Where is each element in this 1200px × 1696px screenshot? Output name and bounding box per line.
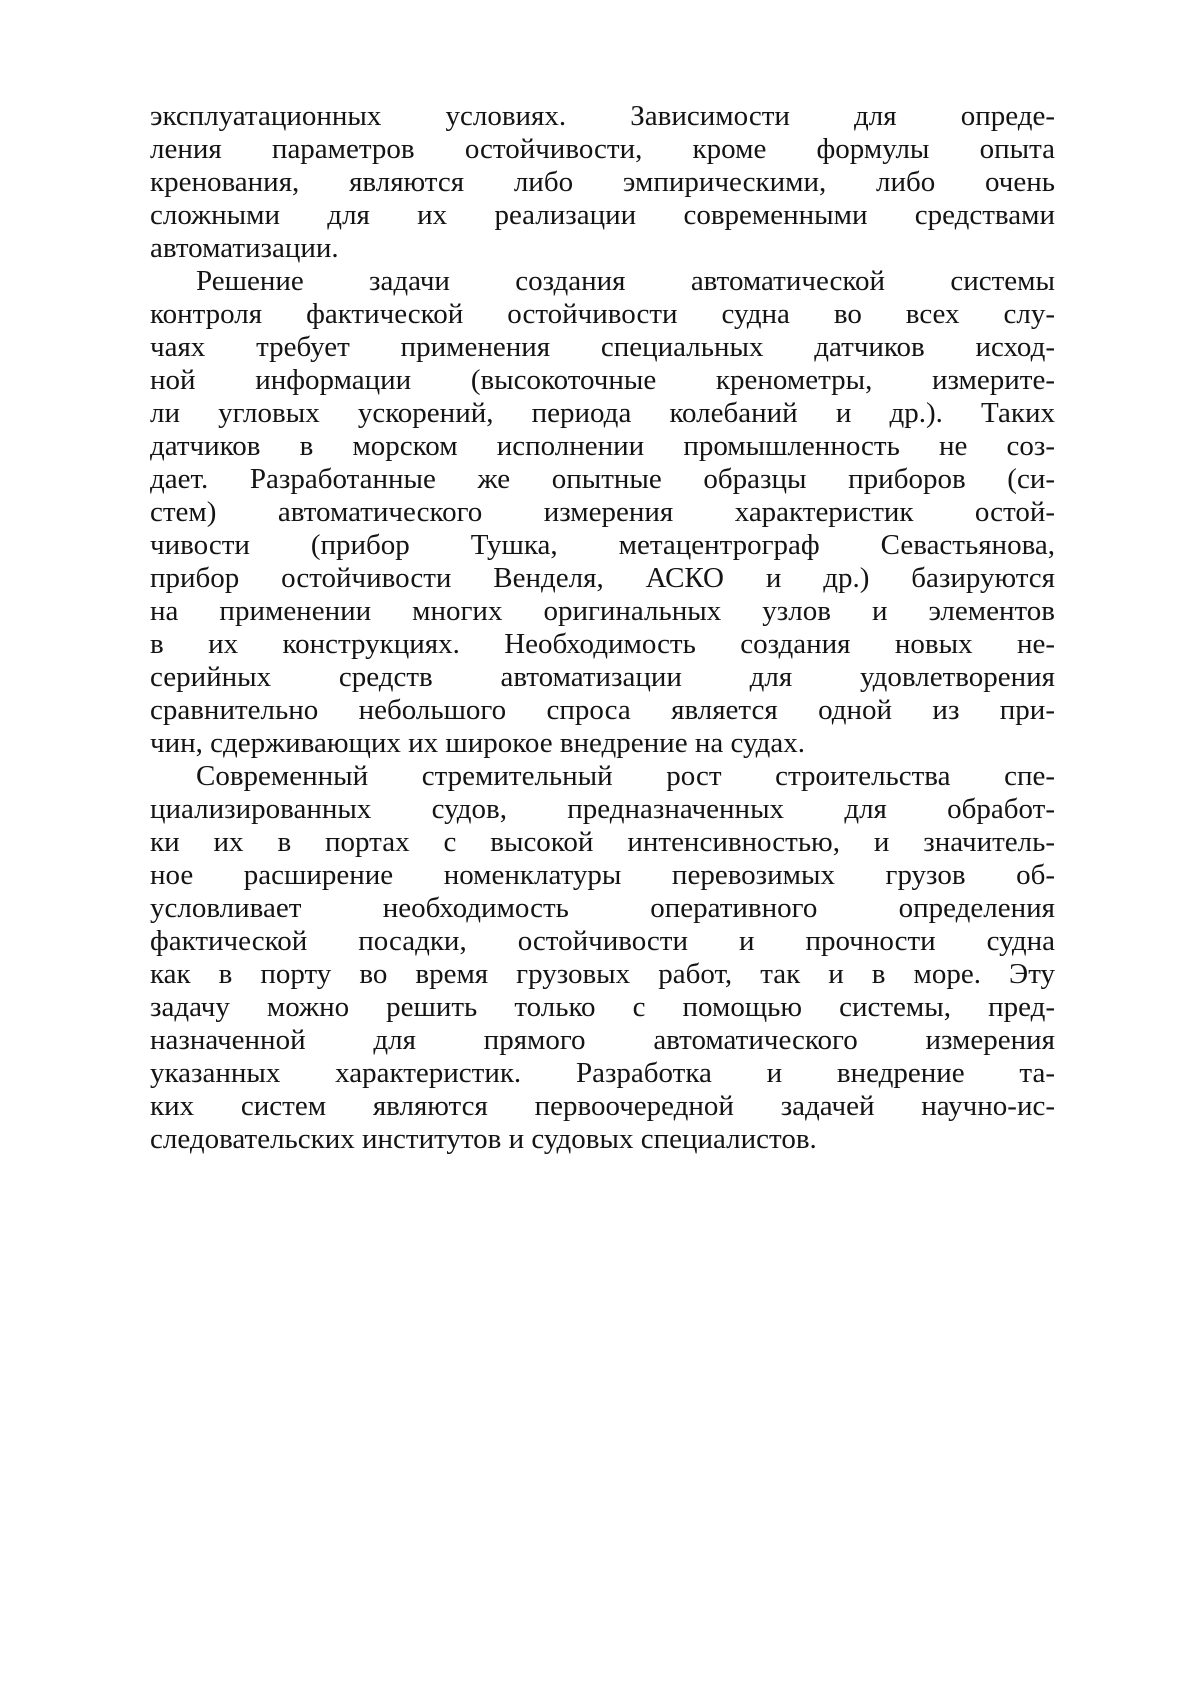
paragraph-2 [150,265,1055,760]
text-line: условливает необходимость оперативного определения [150,892,1055,924]
text-line: чивости (прибор Тушка, метацентрограф Севастьянова, [150,529,1055,561]
text-line: ки их в портах с высокой интенсивностью, и значитель- [150,826,1055,858]
paragraph-1 [150,100,1055,265]
text-line: следовательских институтов и судовых специалистов. [150,1123,817,1155]
text-line: как в порту во время грузовых работ, так и в море. Эту [150,958,1055,990]
text-line: на применении многих оригинальных узлов и элементов [150,595,1055,627]
text-line: стем) автоматического измерения характеристик остой- [150,496,1055,528]
text-line: ли угловых ускорений, периода колебаний и др.). Таких [150,397,1055,429]
paragraph-3 [150,760,1055,1156]
document-page [150,100,1055,1156]
text-line: контроля фактической остойчивости судна во всех слу- [150,298,1055,330]
text-line: в их конструкциях. Необходимость создания новых не- [150,628,1055,660]
text-line: чаях требует применения специальных датчиков исход- [150,331,1055,363]
text-line: Решение задачи создания автоматической системы [196,265,1055,297]
text-line: Современный стремительный рост строительства спе- [196,760,1055,792]
text-line: прибор остойчивости Венделя, АСКО и др.) базируются [150,562,1055,594]
text-line: датчиков в морском исполнении промышленность не соз- [150,430,1055,462]
text-line: сравнительно небольшого спроса является одной из при- [150,694,1055,726]
text-line: эксплуатационных условиях. Зависимости для опреде- [150,100,1055,132]
text-line: серийных средств автоматизации для удовлетворения [150,661,1055,693]
text-line: ное расширение номенклатуры перевозимых грузов об- [150,859,1055,891]
text-line: указанных характеристик. Разработка и внедрение та- [150,1057,1055,1089]
text-line: ной информации (высокоточные кренометры, измерите- [150,364,1055,396]
text-line: чин, сдерживающих их широкое внедрение на судах. [150,727,806,759]
text-line: сложными для их реализации современными средствами [150,199,1055,231]
text-line: ления параметров остойчивости, кроме формулы опыта [150,133,1055,165]
text-line: фактической посадки, остойчивости и прочности судна [150,925,1055,957]
text-line: задачу можно решить только с помощью системы, пред- [150,991,1055,1023]
text-line: кренования, являются либо эмпирическими, либо очень [150,166,1055,198]
text-line: циализированных судов, предназначенных для обработ- [150,793,1055,825]
text-line: автоматизации. [150,232,339,264]
text-line: ких систем являются первоочередной задачей научно-ис- [150,1090,1055,1122]
text-line: назначенной для прямого автоматического измерения [150,1024,1055,1056]
text-line: дает. Разработанные же опытные образцы приборов (си- [150,463,1055,495]
